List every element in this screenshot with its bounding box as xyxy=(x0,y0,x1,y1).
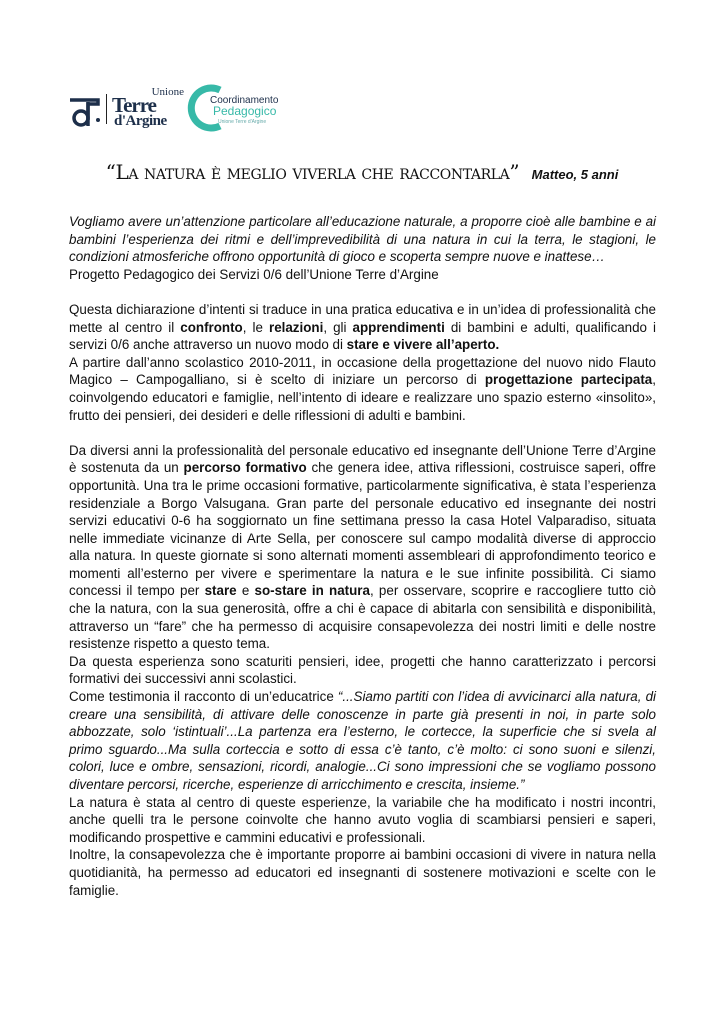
paragraph-7: Inoltre, la consapevolezza che è importante proporre ai bambini occasioni di vivere in natura nella quotidianità, ha permesso ad educatori ed insegnanti di sostenere motivazioni e scelte con le famiglie. xyxy=(69,847,656,898)
p5-text-a: Come testimonia il racconto di un’educatrice xyxy=(69,689,338,705)
p3-bold-so-stare: so-stare in natura xyxy=(254,583,370,599)
p3-text-c: che genera idee, attiva riflessioni, costruisce saperi, offre opportunità. Una tra le prime occasioni formative, particolarmente significativa, è stata l’esperienza residenziale a Borgo Valsugana. Gran parte del personale educativo ed insegnante dei nostri servizi educativi 0-6 ha soggiornato un fine settimana presso la casa Hotel Valparadiso, situata nelle immediate vicinanze di Arte Sella, per conoscere sul campo modalità diverse di approccio alla natura. In queste giornate si sono alternati momenti assembleari di approfondimento teorico e momenti all’esterno per vivere e sperimentare la natura e le sue infinite possibilità. Ci siamo concessi il tempo per xyxy=(69,460,656,599)
p1-text-e: di bambini e adulti, qualificando i servizi 0/6 anche attraverso un nuovo modo di xyxy=(69,319,657,353)
paragraph-gap xyxy=(69,424,656,442)
title-quote: “La natura è meglio viverla che raccontarla” xyxy=(105,160,520,184)
paragraph-5 xyxy=(69,688,656,794)
coordinamento-pedagogico-logo xyxy=(186,84,296,132)
p3-text-d: e xyxy=(236,583,255,599)
logo-pedagogico-text: Pedagogico xyxy=(213,104,277,118)
logo-coord-subtext: Unione Terre d'Argine xyxy=(218,119,267,125)
p1-bold-confronto: confronto xyxy=(180,319,243,335)
paragraph-2 xyxy=(69,354,656,424)
unione-terre-dargine-logo xyxy=(112,86,184,130)
p1-bold-relazioni: relazioni xyxy=(268,319,324,335)
intro-quote: Vogliamo avere un’attenzione particolare all’educazione naturale, a proporre cioè alle bambine e ai bambini l’esperienza dei ritmi e dell’imprevedibilità di una natura in cui la terra, le stagioni, le condizioni atmosferiche offrono opportunità di gioco e scoperta sempre nuove e inattese… xyxy=(69,214,656,265)
p3-text-e: , per osservare, scoprire e raccogliere tutto ciò che la natura, con la sua generosità, offre a chi è capace di abitarla con sensibilità e disponibilità, attraverso un “fare” che ha permesso di acquisire consapevolezza dei nostri limiti e delle nostre resistenze rispetto a questo tema. xyxy=(69,583,657,652)
intro-source: Progetto Pedagogico dei Servizi 0/6 dell’Unione Terre d’Argine xyxy=(69,266,439,282)
logo-unione-text: Unione xyxy=(151,86,184,98)
p1-bold-apprendimenti: apprendimenti xyxy=(352,319,445,335)
paragraph-4: Da questa esperienza sono scaturiti pensieri, idee, progetti che hanno caratterizzato i percorsi formativi dei successivi anni scolastici. xyxy=(69,653,656,687)
p1-text-c: , le xyxy=(242,319,269,335)
p3-bold-percorso: percorso formativo xyxy=(183,460,307,476)
paragraph-gap xyxy=(69,283,656,301)
p1-text-d: , gli xyxy=(323,319,353,335)
logo-divider xyxy=(106,94,107,124)
paragraph-6: La natura è stata al centro di queste esperienze, la variabile che ha modificato i nostri incontri, anche quelli tra le persone coinvolte che hanno avuto voglia di scambiarsi pensieri e saperi, modificando prospettive e cammini educativi e professionali. xyxy=(69,794,656,845)
p3-bold-stare: stare xyxy=(204,583,237,599)
paragraph-1 xyxy=(69,301,656,354)
p2-text-a: A partire dall’anno scolastico 2010-2011, in occasione della progettazione del nuovo nido Flauto Magico – Campogalliano, si è scelto di iniziare un percorso di xyxy=(69,354,656,388)
p2-text-c: , coinvolgendo educatori e famiglie, nell’intento di ideare e realizzare uno spazio esterno «insolito», frutto dei pensieri, dei desideri e delle riflessioni di adulti e bambini. xyxy=(69,372,656,423)
document-title xyxy=(0,160,724,194)
p5-educator-quote: “...Siamo partiti con l’idea di avvicinarci alla natura, di creare una sensibilità, di attivare delle conoscenze in parte già presenti in noi, in parte solo abbozzate, solo ‘istintuali’...La partenza era l’esterno, le cortecce, la superficie che si svela al primo sguardo...Ma sulla corteccia e sotto di essa c’è tanto, c’è molto: ci sono suoni e silenzi, colori, luce e ombre, sensazioni, ricordi, analogie...Ci sono impressioni che se vogliamo possono diventare percorsi, ricerche, esperienze di arricchimento e crescita, insieme.” xyxy=(69,689,656,792)
title-author: Matteo, 5 anni xyxy=(531,167,619,182)
logo-coordinamento-text: Coordinamento xyxy=(210,95,279,106)
p1-text-a: Questa dichiarazione d’intenti si traduce in una pratica educativa e in un’idea di professionalità che mette al centro il xyxy=(69,301,656,335)
logo-dargine-text: d'Argine xyxy=(114,113,167,129)
document-body xyxy=(69,213,656,899)
paragraph-3 xyxy=(69,442,656,653)
p2-bold-progettazione: progettazione partecipata xyxy=(484,372,653,388)
p1-bold-stare-vivere: stare e vivere all’aperto. xyxy=(346,337,500,353)
logo-terre-text: Terre xyxy=(112,93,156,117)
td-monogram-icon xyxy=(68,90,102,130)
p3-text-a: Da diversi anni la professionalità del personale educativo ed insegnante dell’Unione Terre d’Argine è sostenuta da un xyxy=(69,442,656,476)
header-logos xyxy=(68,84,288,136)
